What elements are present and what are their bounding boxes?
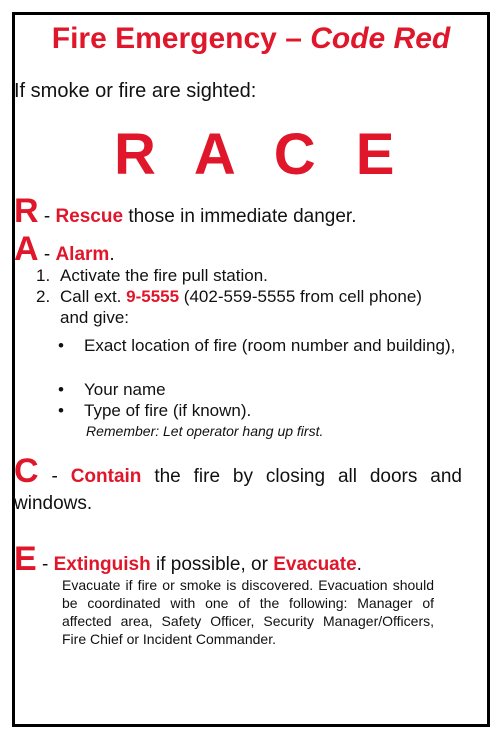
step-number: 1. — [36, 266, 51, 285]
extinguish-mid: if possible, or — [150, 554, 274, 575]
bullet-text: Your name — [84, 380, 166, 399]
contain-line — [14, 452, 462, 517]
bullet-icon: • — [58, 380, 64, 399]
alarm-steps-list — [36, 265, 466, 328]
contain-keyword: Contain — [70, 466, 142, 487]
evacuation-note: Evacuate if fire or smoke is discovered. Evacuation should be coordinated with one of the following: Manager of affected area, Safety Officer, Security Manager/Officers, Fire Chief or Incident Commander. — [62, 577, 434, 647]
evacuate-keyword: Evacuate — [273, 554, 357, 575]
phone-note: (402-559-5555 from cell phone) — [179, 287, 422, 306]
page-title — [0, 22, 502, 56]
step-text: Call ext. — [60, 287, 127, 306]
rescue-keyword: Rescue — [55, 206, 124, 227]
step-number: 2. — [36, 287, 51, 306]
rescue-sep: - — [38, 206, 56, 227]
extinguish-line — [14, 540, 362, 579]
extinguish-rest: . — [356, 554, 362, 575]
bullet-icon: • — [58, 401, 64, 420]
list-item — [58, 400, 464, 421]
bullet-text: Type of fire (if known). — [84, 401, 252, 420]
title-main: Fire Emergency – — [51, 22, 302, 55]
alarm-step-2 — [36, 286, 466, 307]
title-emphasis: Code Red — [310, 22, 451, 55]
letter-r: R — [14, 192, 39, 230]
contain-sep: - — [38, 466, 71, 487]
step-text: Activate the fire pull station. — [60, 266, 268, 285]
alarm-keyword: Alarm — [55, 244, 110, 265]
intro-text: If smoke or fire are sighted: — [14, 80, 257, 102]
alarm-rest: . — [109, 244, 115, 265]
alarm-sep: - — [38, 244, 56, 265]
race-acronym: R A C E — [114, 122, 407, 187]
alarm-step-2-cont: and give: — [60, 308, 129, 327]
extension-number: 9-5555 — [126, 287, 180, 306]
letter-a: A — [14, 230, 39, 268]
bullet-icon: • — [58, 336, 64, 355]
contain-rest: the fire by closing all doors and windows. — [14, 466, 462, 514]
alarm-line — [14, 230, 115, 269]
extinguish-sep: - — [36, 554, 54, 575]
rescue-line — [14, 192, 356, 231]
extinguish-keyword: Extinguish — [53, 554, 151, 575]
bullet-text: Exact location of fire (room number and building), — [84, 336, 456, 355]
remember-note: Remember: Let operator hang up first. — [86, 423, 324, 439]
letter-c: C — [14, 452, 39, 490]
list-item — [58, 335, 464, 356]
rescue-rest: those in immediate danger. — [123, 206, 357, 227]
alarm-step-1 — [36, 265, 466, 286]
letter-e: E — [14, 540, 37, 578]
list-item — [58, 379, 464, 400]
